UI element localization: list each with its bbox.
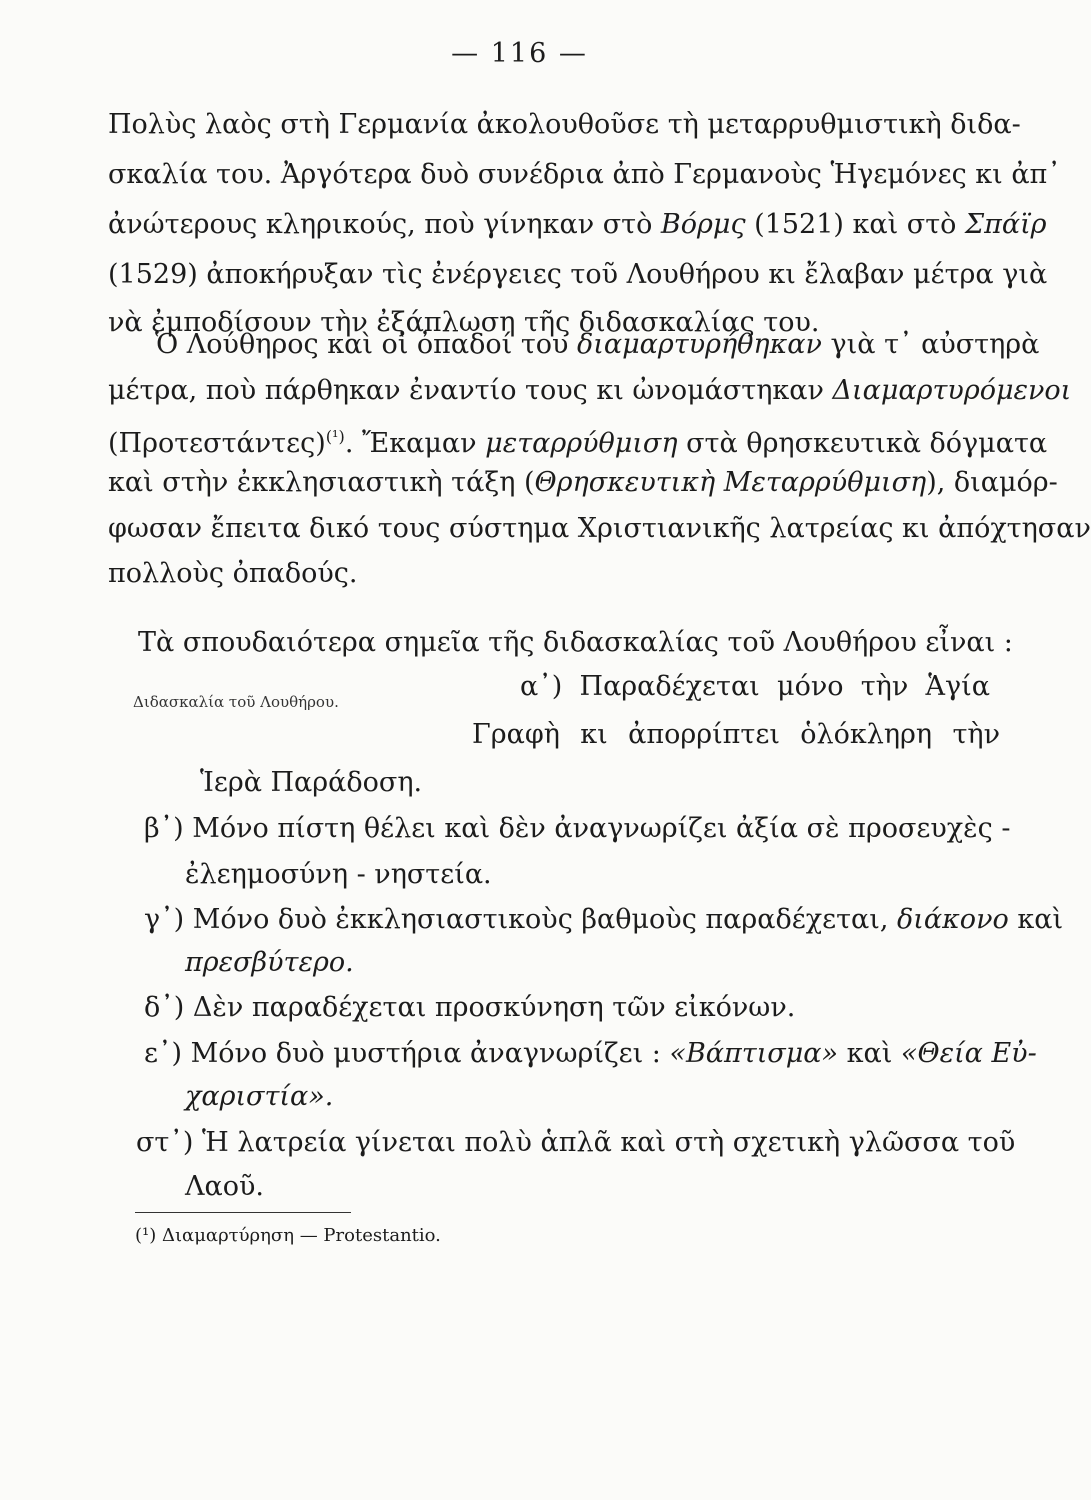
text: μέτρα, ποὺ πάρθηκαν ἐναντίο τους κι ὠνομάστηκαν [108,375,824,406]
footnote-ref: (¹) [325,427,345,446]
place-name-speyer: Σπάϊρ [965,209,1047,240]
paragraph-2-line-6: πολλοὺς ὀπαδούς. [108,558,358,589]
footnote-divider [135,1212,351,1213]
text: (Προτεστάντες) [108,428,326,459]
text: ἀνώτερους κληρικούς, ποὺ γίνηκαν στὸ [108,209,653,240]
text: (1521) καὶ στὸ [754,209,957,240]
paragraph-1-line-2: σκαλία του. Ἀργότερα δυὸ συνέδρια ἀπὸ Γερμανοὺς Ἡγεμόνες κι ἀπ᾿ [108,159,1061,190]
italic-term: μεταρρύθμιση [485,428,678,459]
place-name-worms: Βόρμς [660,209,746,240]
page-number: — 116 — [451,38,588,69]
text: καὶ στὴν ἐκκλησιαστικὴ τάξη ( [108,467,535,498]
italic-term: διάκονο [897,904,1009,935]
point-a-line-3: Ἱερὰ Παράδοση. [200,767,423,798]
italic-term: διαμαρτυρήθηκαν [577,329,822,360]
paragraph-2-line-4 [108,466,1058,500]
italic-term: Διαμαρτυρόμενοι [832,375,1072,406]
points-intro: Τὰ σπουδαιότερα σημεῖα τῆς διδασκαλίας τοῦ Λουθήρου εἶναι : [138,627,1013,658]
point-f-line-2: Λαοῦ. [185,1171,264,1202]
point-d-line-1: δ᾿) Δὲν παραδέχεται προσκύνηση τῶν εἰκόνων. [144,992,796,1023]
margin-note: Διδασκαλία τοῦ Λουθήρου. [133,693,339,711]
paragraph-1-line-3 [108,208,1047,242]
paragraph-2-line-5: φωσαν ἔπειτα δικό τους σύστημα Χριστιανικῆς λατρείας κι ἀπόχτησαν [108,513,1091,544]
point-b-line-2: ἐλεημοσύνη - νηστεία. [185,859,492,890]
point-a-line-2: Γραφὴ κι ἀπορρίπτει ὁλόκληρη τὴν [472,719,1000,750]
paragraph-2-line-2 [108,374,1072,408]
footnote-mark: (¹) [135,1225,157,1246]
paragraph-1-line-5: νὰ ἐμποδίσουν τὴν ἐξάπλωση τῆς διδασκαλίας του. [108,307,820,338]
text: Ὁ Λούθηρος καὶ οἱ ὀπαδοί του [155,329,569,360]
text: καὶ [846,1038,893,1069]
point-c-line-1 [144,903,1064,937]
footnote-text: Διαμαρτύρηση — Protestantio. [162,1225,441,1246]
paragraph-1-line-4: (1529) ἀποκήρυξαν τὶς ἐνέργειες τοῦ Λουθήρου κι ἔλαβαν μέτρα γιὰ [108,259,1048,290]
text: γιὰ τ᾿ αὐστηρὰ [830,329,1040,360]
point-a-line-1: α᾿) Παραδέχεται μόνο τὴν Ἁγία [520,671,990,702]
footnote [135,1225,441,1246]
text: γ᾿) Μόνο δυὸ ἐκκλησιαστικοὺς βαθμοὺς παραδέχεται, [144,904,889,935]
italic-term: «Θεία Εὐ- [900,1038,1037,1069]
text: ε᾿) Μόνο δυὸ μυστήρια ἀναγνωρίζει : [144,1038,661,1069]
point-f-line-1: στ᾿) Ἡ λατρεία γίνεται πολὺ ἁπλᾶ καὶ στὴ σχετικὴ γλῶσσα τοῦ [136,1127,1016,1158]
text: . Ἔκαμαν [344,428,477,459]
italic-term: «Βάπτισμα» [669,1038,839,1069]
paragraph-2-line-1 [155,328,1040,362]
text: στὰ θρησκευτικὰ δόγματα [686,428,1048,459]
point-e-line-1 [144,1037,1037,1071]
text: καὶ [1017,904,1064,935]
italic-term: Θρησκευτικὴ Μεταρρύθμιση [534,467,927,498]
paragraph-1-line-1: Πολὺς λαὸς στὴ Γερμανία ἀκολουθοῦσε τὴ μεταρρυθμιστικὴ διδα- [108,109,1021,140]
text: ), διαμόρ- [926,467,1058,498]
point-e-line-2: χαριστία». [185,1081,334,1112]
point-c-line-2: πρεσβύτερο. [185,947,354,978]
paragraph-2-line-3 [108,420,1048,461]
point-b-line-1: β᾿) Μόνο πίστη θέλει καὶ δὲν ἀναγνωρίζει ἀξία σὲ προσευχὲς - [144,813,1011,844]
